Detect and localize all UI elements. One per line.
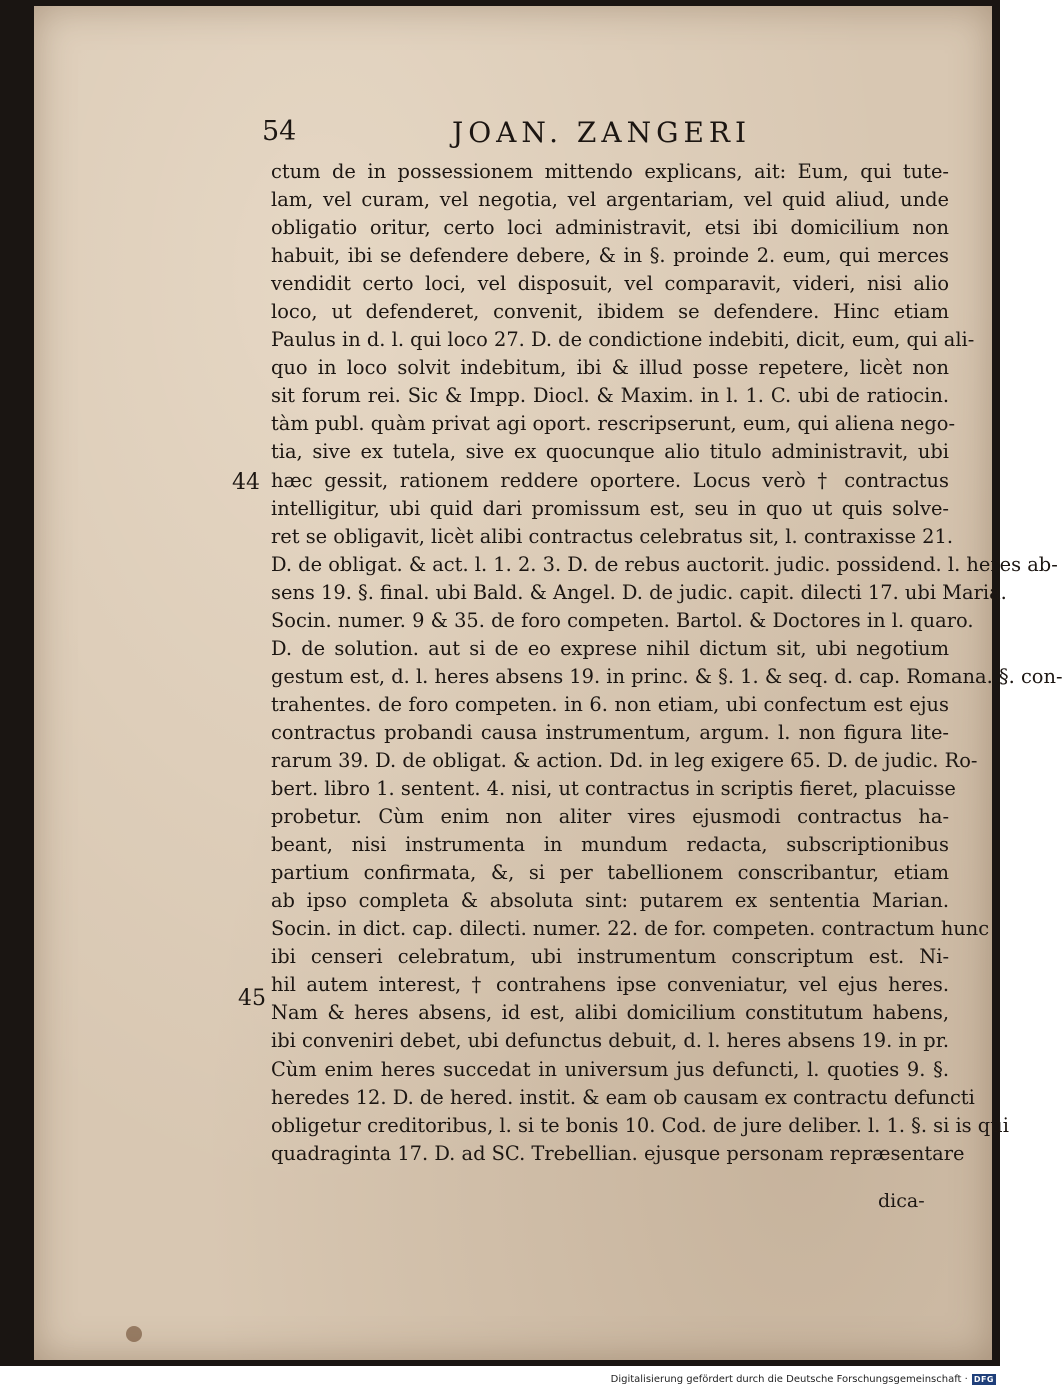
text-line: quo in loco solvit indebitum, ibi & illud posse repetere, licèt non	[271, 356, 949, 380]
catchword: dica-	[878, 1190, 925, 1212]
text-line: intelligitur, ubi quid dari promissum est, seu in quo ut quis solve-	[271, 496, 949, 520]
text-line: tia, sive ex tutela, sive ex quocunque alio titulo administravit, ubi	[271, 440, 949, 464]
text-line: loco, ut defenderet, convenit, ibidem se defendere. Hinc etiam	[271, 300, 949, 324]
ink-stain	[126, 1326, 142, 1342]
text-line: trahentes. de foro competen. in 6. non etiam, ubi confectum est ejus	[271, 692, 949, 716]
margin-number-45: 45	[238, 986, 266, 1011]
running-head	[262, 116, 922, 160]
text-line: partium confirmata, &, si per tabellionem conscribantur, etiam	[271, 861, 949, 885]
footer-credit	[600, 1372, 996, 1386]
text-line: ret se obligavit, licèt alibi contractus celebratus sit, l. contraxisse 21.	[271, 524, 953, 548]
margin-number-44: 44	[232, 470, 260, 495]
text-line: tàm publ. quàm privat agi oport. rescripserunt, eum, qui aliena nego-	[271, 412, 956, 436]
text-line: probetur. Cùm enim non aliter vires ejusmodi contractus ha-	[271, 805, 949, 829]
text-line: rarum 39. D. de obligat. & action. Dd. in leg exigere 65. D. de judic. Ro-	[271, 748, 978, 772]
text-line: Socin. numer. 9 & 35. de foro competen. Bartol. & Doctores in l. quaro.	[271, 608, 974, 632]
text-line: Cùm enim heres succedat in universum jus defuncti, l. quoties 9. §.	[271, 1057, 949, 1081]
text-line: quadraginta 17. D. ad SC. Trebellian. ejusque personam repræsentare	[271, 1141, 965, 1165]
text-line: D. de obligat. & act. l. 1. 2. 3. D. de rebus auctorit. judic. possidend. l. heres ab-	[271, 552, 1058, 576]
text-line: gestum est, d. l. heres absens 19. in princ. & §. 1. & seq. d. cap. Romana. §. con-	[271, 664, 1063, 688]
text-line: ibi conveniri debet, ubi defunctus debuit, d. l. heres absens 19. in pr.	[271, 1029, 949, 1053]
text-line: bert. libro 1. sentent. 4. nisi, ut contractus in scriptis fieret, placuisse	[271, 777, 956, 801]
text-line: ctum de in possessionem mittendo explicans, ait: Eum, qui tute-	[271, 160, 949, 183]
text-line: D. de solution. aut si de eo exprese nihil dictum sit, ubi negotium	[271, 636, 949, 660]
text-line: ibi censeri celebratum, ubi instrumentum conscriptum est. Ni-	[271, 945, 949, 969]
text-line: vendidit certo loci, vel disposuit, vel comparavit, videri, nisi alio	[271, 272, 949, 296]
footer-text: Digitalisierung gefördert durch die Deutsche Forschungsgemeinschaft ·	[610, 1373, 968, 1385]
text-line: ab ipso completa & absoluta sint: putarem ex sententia Marian.	[271, 889, 949, 913]
text-line: heredes 12. D. de hered. instit. & eam ob causam ex contractu defuncti	[271, 1085, 975, 1109]
text-line: obligetur creditoribus, l. si te bonis 10. Cod. de jure deliber. l. 1. §. si is qui	[271, 1113, 1009, 1137]
text-line: hæc gessit, rationem reddere oportere. Locus verò † contractus	[271, 468, 949, 492]
text-line: lam, vel curam, vel negotia, vel argentariam, vel quid aliud, unde	[271, 188, 949, 212]
dfg-logo: DFG	[973, 1374, 994, 1384]
body-text	[271, 158, 1063, 1168]
text-line: contractus probandi causa instrumentum, argum. l. non figura lite-	[271, 720, 949, 744]
text-line: beant, nisi instrumenta in mundum redacta, subscriptionibus	[271, 833, 949, 857]
text-line: obligatio oritur, certo loci administravit, etsi ibi domicilium non	[271, 216, 949, 240]
text-line: sit forum rei. Sic & Impp. Diocl. & Maxim. in l. 1. C. ubi de ratiocin.	[271, 384, 949, 408]
text-line: Paulus in d. l. qui loco 27. D. de condictione indebiti, dicit, eum, qui ali-	[271, 328, 975, 352]
text-line: Socin. in dict. cap. dilecti. numer. 22. de for. competen. contractum hunc	[271, 917, 990, 941]
text-line: habuit, ibi se defendere debere, & in §. proinde 2. eum, qui merces	[271, 244, 949, 268]
text-line: Nam & heres absens, id est, alibi domicilium constitutum habens,	[271, 1001, 949, 1025]
running-title: JOAN. ZANGERI	[452, 116, 752, 149]
text-line: sens 19. §. final. ubi Bald. & Angel. D. de judic. capit. dilecti 17. ubi Maria.	[271, 580, 1007, 604]
text-line: hil autem interest, † contrahens ipse conveniatur, vel ejus heres.	[271, 973, 949, 997]
page-number: 54	[262, 116, 297, 147]
